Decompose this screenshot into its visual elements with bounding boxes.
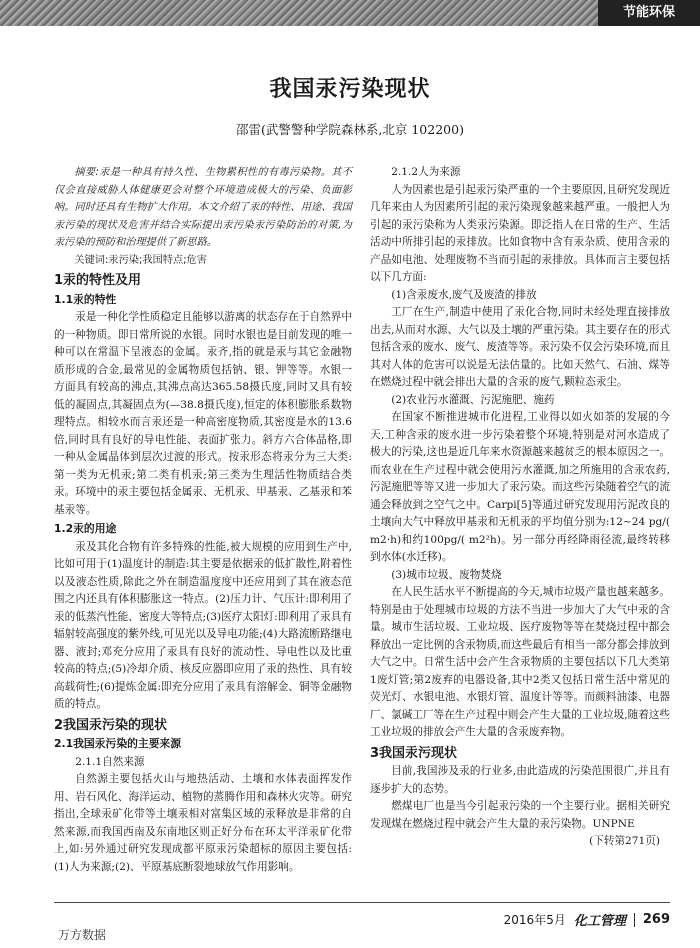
list-item-2: (2)农业污水灌溉、污泥施肥、施药: [391, 393, 555, 406]
watermark: 万方数据: [58, 928, 107, 942]
page-number: 269: [642, 912, 670, 927]
continued-note: (下转第271页): [589, 835, 660, 847]
author-line: 邵雷(武警警种学院森林系,北京 102200): [236, 122, 464, 137]
issue-date: 2016年5月: [503, 913, 566, 927]
journal-name: 化工管理: [573, 914, 626, 929]
page-footer: [504, 910, 670, 929]
paragraph: 汞及其化合物有许多特殊的性能,被大规模的应用到生产中,比如可用于(1)温度计的制造:其主要是依据汞的低扩散性,附着性以及液态性质,除此之外在制造温度度中还应用到了其在液态范围之内还具有体积膨胀这一特点。(2)压力计、气压计:即利用了汞的低蒸汽性能、密度大等特点;(3)医疗太阳灯:即利用了汞具有辐射较高强度的紫外线,可见光以及导电功能;(4)大路流断路继电器、液封;邓充分应用了汞具有良好的流动性、导电性以及比重较高的特点;(5)冷却介质、核反应器即应用了汞的热性、具有较高载荷性;(6)提炼金属:即充分应用了汞具有溶解金、铜等金融物质的特点。: [54, 540, 352, 710]
article-title: 我国汞污染现状: [269, 77, 431, 102]
footer-divider: [54, 902, 670, 903]
heading-section-1: 1汞的特性及用: [54, 273, 142, 288]
heading-2-1: 2.1我国汞污染的主要来源: [54, 737, 182, 750]
abstract: 摘要:汞是一种具有持久性、生物累积性的有毒污染物。其不仅会直接威胁人体健康更会对整个环境造成极大的污染、负面影响。同时还具有生物扩大作用。本文介绍了汞的特性、用途、我国汞污染的现状及危害并结合实际提出汞污染汞污染防治的对策,为汞污染的预防和治理提供了新思路。: [54, 167, 352, 248]
list-item-3: (3)城市垃圾、废物焚烧: [391, 568, 502, 581]
heading-section-3: 3我国汞污现状: [370, 745, 458, 761]
right-column: [370, 164, 670, 851]
paragraph: 燃煤电厂也是当今引起汞污染的一个主要行业。据相关研究发现煤在燃烧过程中就会产生大量的汞污染物。UNPNE: [370, 800, 670, 830]
keywords: 关键词:汞污染;我国特点;危害: [74, 254, 207, 266]
paragraph: 目前,我国涉及汞的行业多,由此造成的污染范围很广,并且有逐步扩大的态势。: [370, 765, 670, 795]
heading-1-1: 1.1汞的特性: [54, 292, 117, 306]
paragraph: 工厂在生产,制造中使用了汞化合物,同时未经处理直接排放出去,从而对水源、大气以及土壤的严重污染。其主要存在的形式包括含汞的废水、废气、废渣等等。汞污染不仅会污染环境,而且其对人体的危害可以说是无法估量的。比如天然气、石油、煤等在燃烧过程中就会排出大量的含汞的废气,颗粒态汞尘。: [370, 306, 670, 388]
heading-section-2: 2我国汞污染的现状: [54, 717, 168, 733]
header-band: [0, 0, 700, 26]
paragraph: 在人民生活水平不断提高的今天,城市垃圾产量也越来越多。特别是由于处理城市垃圾的方法不当进一步加大了大气中汞的含量。城市生活垃圾、工业垃圾、医疗废物等等在焚烧过程中都会释放出一定比例的含汞物质,而这些最后有相当一部分都会排放到大气之中。日常生活中会产生含汞物质的主要包括以下几大类第1废灯管;第2废弃的电器设备,其中2类又包括日常生活中常见的荧光灯、水银电池、水银灯管、温度计等等。而颜料油漆、电器厂、氯碱工厂等在生产过程中则会产生大量的工业垃圾,随着这些工业垃圾的排放会产生大量的含汞废弃物。: [370, 586, 670, 738]
heading-2-1-1: 2.1.1自然来源: [75, 755, 145, 768]
heading-1-2: 1.2汞的用途: [54, 522, 117, 535]
paragraph: 汞是一种化学性质稳定且能够以游离的状态存在于自然界中的一种物质。即日常所说的水银。同时水银也是目前发现的唯一种可以在常温下呈液态的金属。汞齐,指的就是汞与其它金融物质形成的合金,最常见的金属物质包括钠、银、钾等等。水银一方面具有较高的沸点,其沸点高达365.58摄氏度,同时又具有较低的凝固点,其凝固点为(—38.8摄氏度),恒定的体积膨胀系数物理特点。相较水而言汞还是一种高密度物质,其密度是水的13.6倍,同时具有良好的导电性能、表面扩张力。斜方六合体晶格,即一种从金属晶体到层次过渡的形式。按汞形态将汞分为三大类:第一类为无机汞;第二类有机汞;第三类为生理活性物质结合类汞。环境中的汞主要包括金属汞、无机汞、甲基汞、乙基汞和苯基汞等。: [54, 311, 352, 516]
paragraph: 在国家不断推进城市化进程,工业得以如火如荼的发展的今天,工种含汞的废水进一步污染着整个环境,特别是对河水造成了极大的污染,这也是近几年来水资源越来越贫乏的根本原因之一。而农业在生产过程中就会使用污水灌溉,加之所施用的含汞农药,污泥施肥等等又进一步加大了汞污染。而这些污染随着空气的流通会释放到之空气之中。Carpi[5]等通过研究发现用污泥改良的土壤向大气中释放甲基汞和无机汞的平均值分别为:12~24 pg/( m2·h)和约100pg/( m2²h)。另一部分再经降雨径流,最终转移到水体(水迁移)。: [370, 411, 670, 563]
heading-2-1-2: 2.1.2人为来源: [391, 166, 461, 178]
list-item-1: (1)含汞废水,废气及废渣的排放: [391, 288, 537, 301]
paragraph: 自然源主要包括火山与地热活动、土壤和水体表面挥发作用、岩石风化、海洋运动、植物的蒸腾作用和森林火灾等。研究指出,全球汞矿化带等土壤汞相对富集区域的汞释放是非常的自然来源,而我国西南及东南地区则正好分布在环太平洋汞矿化带上,如:另外通过研究发现成都平原汞污染超标的原因主要包括:(1)人为来源;(2)、平原基底断裂地球放气作用影响。: [54, 773, 352, 873]
section-tag: 节能环保: [598, 0, 700, 26]
footer-separator: [634, 913, 635, 927]
left-column: [54, 164, 352, 876]
paragraph: 人为因素也是引起汞污染严重的一个主要原因,且研究发现近几年来由人为因素所引起的汞污染现象越来越严重。一般把人为引起的汞污染称为人类汞污染源。即泛指人在日常的生产、生活活动中所排引起的汞排放。比如食物中含有汞杂质、使用含汞的产品如电池、处理废物不当而引起的汞排放。具体而言主要包括以下几方面:: [370, 183, 670, 283]
